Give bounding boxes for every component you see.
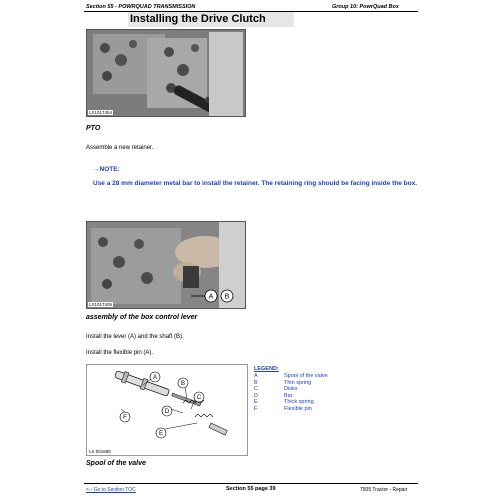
header-section: Section 55 - POWRQUAD TRANSMISSION <box>86 4 196 10</box>
pto-label: PTO <box>86 125 101 132</box>
legend <box>254 366 328 412</box>
legend-item: E Thick spring <box>254 399 314 405</box>
legend-heading: LEGEND: <box>254 366 279 372</box>
install-pin-text: Install the flexible pin (A). <box>86 350 154 356</box>
footer-manual: 7505 Tractor - Repair <box>360 487 408 493</box>
callout-a: A <box>152 375 158 381</box>
figure-spool-exploded <box>86 364 248 456</box>
callout-b: B <box>224 293 230 301</box>
spool-label: Spool of the valve <box>86 460 146 467</box>
callout-f: F <box>123 415 127 421</box>
callout-b: B <box>180 381 186 387</box>
callout-d: D <box>164 409 170 415</box>
toc-link[interactable]: <-- Go to Section TOC <box>86 487 136 493</box>
legend-item: D Bar <box>254 392 293 399</box>
page-title: Installing the Drive Clutch <box>128 12 294 27</box>
legend-item: C Disks <box>254 386 298 392</box>
callouts <box>191 286 243 306</box>
note-text: Use a 28 mm diameter metal bar to install the retainer. The retaining ring should be facing inside the box. <box>93 180 417 187</box>
figure-id: LX1017405 <box>89 302 113 307</box>
footer-rule <box>84 483 418 484</box>
callout-e: E <box>158 431 164 437</box>
legend-item: F Flexible pin <box>254 405 312 412</box>
figure-id: LX1017454 <box>89 110 113 115</box>
legend-item: B Thin spring <box>254 379 312 386</box>
footer-toc-link[interactable] <box>86 487 136 493</box>
legend-item: A Spool of the valve <box>254 373 328 379</box>
callout-c: C <box>196 395 202 401</box>
figure-box-control-lever <box>86 221 246 309</box>
install-lever-text: Install the lever (A) and the shaft (B). <box>86 334 184 340</box>
assemble-text: Assemble a new retainer. <box>86 145 154 151</box>
callout-a: A <box>208 293 214 301</box>
box-lever-label: assembly of the box control lever <box>86 314 198 321</box>
figure-drive-clutch-valve <box>86 29 246 117</box>
figure-id: LX 001695 <box>89 449 111 454</box>
valve-body-photo <box>87 30 245 116</box>
header-group: Group 10: PowrQuad Box <box>332 4 399 10</box>
note-title: →NOTE: <box>93 166 120 173</box>
footer-page: Section 55 page 39 <box>226 486 276 492</box>
spool-drawing <box>87 365 247 455</box>
